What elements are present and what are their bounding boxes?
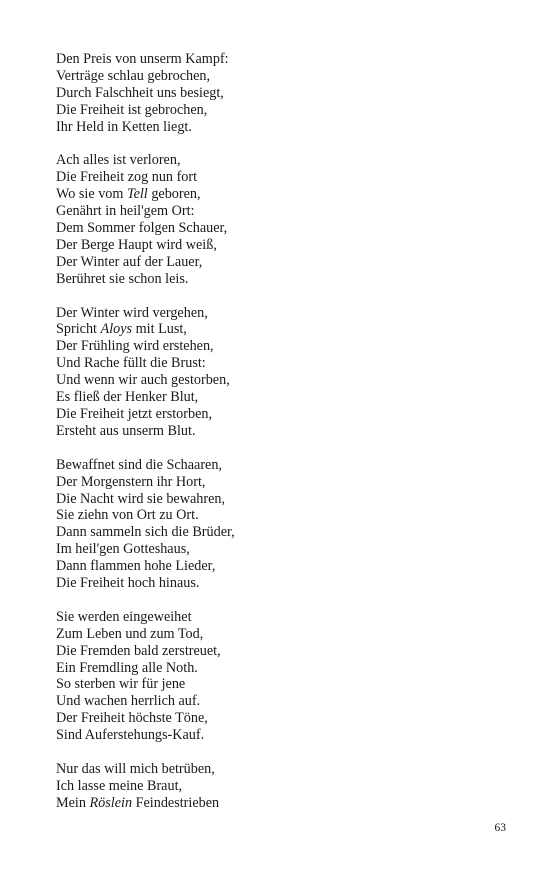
line-text: Nur das will mich betrüben,: [56, 760, 215, 777]
line-text: Die Fremden bald zerstreuet,: [56, 642, 221, 659]
poem-line: [56, 676, 496, 693]
line-text: Ich lasse meine Braut,: [56, 777, 183, 794]
poem-line: [56, 693, 496, 710]
poem-line: [56, 609, 496, 626]
line-text: Ein Fremdling alle Noth.: [56, 659, 198, 676]
poem-line: [56, 372, 496, 389]
line-text: Die Freiheit zog nun fort: [56, 169, 198, 186]
line-text: Im heil'gen Gotteshaus,: [56, 541, 190, 558]
line-text: Zum Leben und zum Tod,: [56, 625, 204, 642]
poem-line: [56, 254, 496, 271]
poem-line: [56, 575, 496, 592]
italic-name: Aloys: [100, 321, 133, 338]
line-text: Der Winter wird vergehen,: [56, 304, 208, 321]
poem-line: [56, 237, 496, 254]
line-text: Genährt in heil'gem Ort:: [56, 203, 195, 220]
line-text: Bewaffnet sind die Schaaren,: [56, 456, 222, 473]
line-text: Dem Sommer folgen Schauer,: [56, 220, 228, 237]
poem-line: [56, 102, 496, 119]
poem-line: [56, 423, 496, 440]
poem-line: [56, 727, 496, 744]
poem-line: [56, 271, 496, 288]
line-text: Dann flammen hohe Lieder,: [56, 558, 216, 575]
line-text: Spricht: [56, 321, 101, 338]
poem-line: [56, 406, 496, 423]
line-text: Verträge schlau gebrochen,: [56, 67, 211, 84]
poem-line: [56, 474, 496, 491]
poem-line: [56, 220, 496, 237]
line-text: Durch Falschheit uns besiegt,: [56, 84, 224, 101]
line-text: Sie werden eingeweihet: [56, 608, 192, 625]
stanza: [56, 457, 496, 592]
poem-line: [56, 778, 496, 795]
line-text: Die Freiheit hoch hinaus.: [56, 575, 200, 592]
poem-line: [56, 119, 496, 136]
poem-line: [56, 558, 496, 575]
line-text: geboren,: [147, 186, 201, 203]
poem-line: [56, 85, 496, 102]
line-text: Ihr Held in Ketten liegt.: [56, 118, 192, 135]
line-text: Sie ziehn von Ort zu Ort.: [56, 507, 199, 524]
line-text: Der Berge Haupt wird weiß,: [56, 236, 217, 253]
poem-line: [56, 169, 496, 186]
line-text: Der Winter auf der Lauer,: [56, 253, 203, 270]
line-text: Die Nacht wird sie bewahren,: [56, 490, 226, 507]
stanza: [56, 305, 496, 440]
poem-line: [56, 51, 496, 68]
poem-line: [56, 186, 496, 203]
poem-line: [56, 660, 496, 677]
poem-line: [56, 355, 496, 372]
poem-line: [56, 389, 496, 406]
italic-name: Röslein: [89, 794, 133, 811]
stanza: [56, 152, 496, 287]
line-text: Ersteht aus unserm Blut.: [56, 422, 196, 439]
line-text: Wo sie vom: [56, 186, 127, 203]
line-text: Der Morgenstern ihr Hort,: [56, 473, 206, 490]
italic-name: Tell: [126, 186, 148, 203]
poem-line: [56, 524, 496, 541]
line-text: So sterben wir für jene: [56, 676, 186, 693]
poem-line: [56, 457, 496, 474]
line-text: Sind Auferstehungs-Kauf.: [56, 727, 205, 744]
poem-line: [56, 541, 496, 558]
poem-line: [56, 710, 496, 727]
poem-line: [56, 507, 496, 524]
poem-line: [56, 152, 496, 169]
line-text: Die Freiheit jetzt erstorben,: [56, 406, 213, 422]
stanza: [56, 51, 496, 136]
line-text: Und Rache füllt die Brust:: [56, 355, 206, 372]
line-text: Die Freiheit ist gebrochen,: [56, 101, 208, 118]
line-text: Und wenn wir auch gestorben,: [56, 372, 230, 389]
line-text: Den Preis von unserm Kampf:: [56, 51, 229, 67]
line-text: mit Lust,: [132, 321, 187, 338]
line-text: Mein: [56, 794, 90, 811]
poem-line: [56, 626, 496, 643]
stanza: [56, 609, 496, 744]
poem-body: [56, 51, 496, 829]
line-text: Feindestrieben: [132, 794, 220, 811]
line-text: Der Frühling wird erstehen,: [56, 338, 214, 355]
line-text: Es fließ der Henker Blut,: [56, 389, 199, 406]
poem-line: [56, 321, 496, 338]
poem-line: [56, 761, 496, 778]
poem-line: [56, 203, 496, 220]
poem-line: [56, 305, 496, 322]
line-text: Und wachen herrlich auf.: [56, 693, 201, 710]
poem-line: [56, 795, 496, 812]
poem-line: [56, 643, 496, 660]
stanza: [56, 761, 496, 812]
poem-line: [56, 68, 496, 85]
line-text: Berühret sie schon leis.: [56, 270, 189, 287]
line-text: Ach alles ist verloren,: [56, 152, 181, 169]
poem-line: [56, 338, 496, 355]
line-text: Dann sammeln sich die Brüder,: [56, 524, 235, 541]
page-number: 63: [494, 822, 506, 834]
line-text: Der Freiheit höchste Töne,: [56, 710, 208, 727]
poem-line: [56, 491, 496, 508]
